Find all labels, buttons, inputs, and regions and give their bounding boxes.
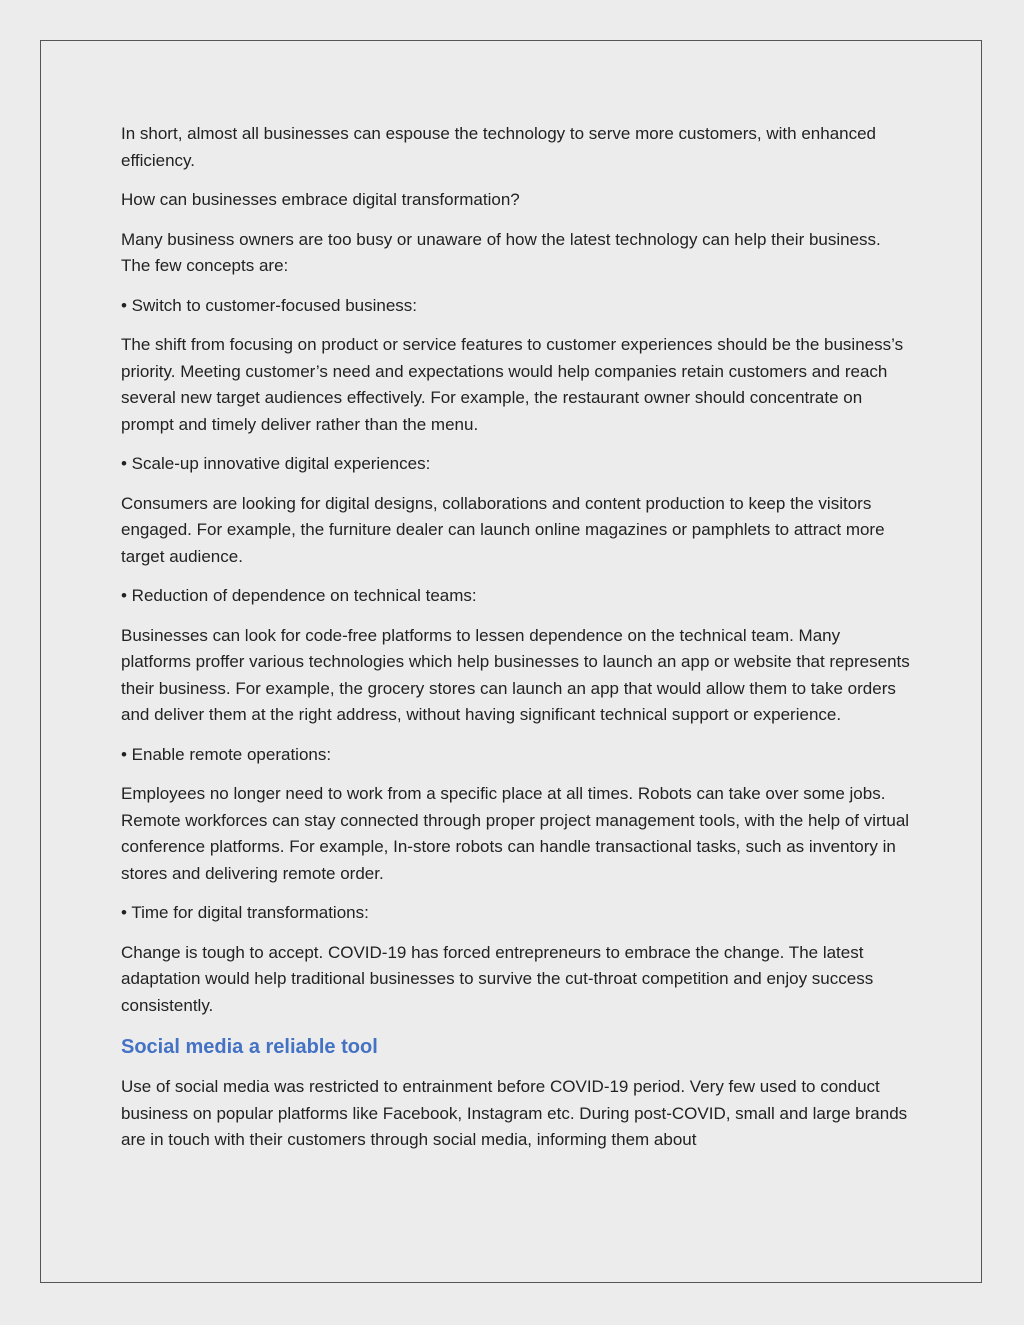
paragraph-question: How can businesses embrace digital transformation? [121, 190, 520, 209]
paragraph-intro-summary: In short, almost all businesses can espouse the technology to serve more customers, with enhanced efficiency. [121, 124, 877, 170]
paragraph-concepts-intro: Many business owners are too busy or unaware of how the latest technology can help their business. The few concepts are: [121, 229, 881, 275]
paragraph-remote-operations: Employees no longer need to work from a specific place at all times. Robots can take over some jobs. Remote workforces can stay connected through proper project management tools, with the help of virtual conference platforms. For example, In-store robots can handle transactional tasks, such as inventory in stores and delivering remote order. [121, 784, 910, 883]
bullet-remote-operations: • Enable remote operations: [121, 744, 332, 764]
bullet-digital-experiences: • Scale-up innovative digital experiences: [121, 454, 431, 473]
bullet-digital-transformations: • Time for digital transformations: [121, 903, 369, 922]
page-frame [40, 40, 982, 1283]
document-body [121, 121, 911, 1167]
paragraph-digital-experiences: Consumers are looking for digital designs, collaborations and content production to keep the visitors engaged. For example, the furniture dealer can launch online magazines or pamphlets to attract more target audience. [121, 493, 885, 566]
paragraph-technical-teams: Businesses can look for code-free platforms to lessen dependence on the technical team. Many platforms proffer various technologies which help businesses to launch an app or website that represents their business. For example, the grocery stores can launch an app that would allow them to take orders and deliver them at the right address, without having significant technical support or experience. [121, 625, 910, 724]
paragraph-customer-focused: The shift from focusing on product or service features to customer experiences should be the business’s priority. Meeting customer’s need and expectations would help companies retain customers and reach several new target audiences effectively. For example, the restaurant owner should concentrate on prompt and timely deliver rather than the menu. [121, 335, 904, 434]
bullet-customer-focused: • Switch to customer-focused business: [121, 295, 418, 315]
paragraph-social-media: Use of social media was restricted to entrainment before COVID-19 period. Very few used to conduct business on popular platforms like Facebook, Instagram etc. During post-COVID, small and large brands are in touch with their customers through social media, informing them about [121, 1077, 908, 1149]
bullet-technical-teams: • Reduction of dependence on technical teams: [121, 586, 477, 605]
paragraph-digital-transformations: Change is tough to accept. COVID-19 has forced entrepreneurs to embrace the change. The latest adaptation would help traditional businesses to survive the cut-throat competition and enjoy success consistently. [121, 942, 874, 1015]
section-heading-social-media: Social media a reliable tool [121, 1036, 378, 1058]
